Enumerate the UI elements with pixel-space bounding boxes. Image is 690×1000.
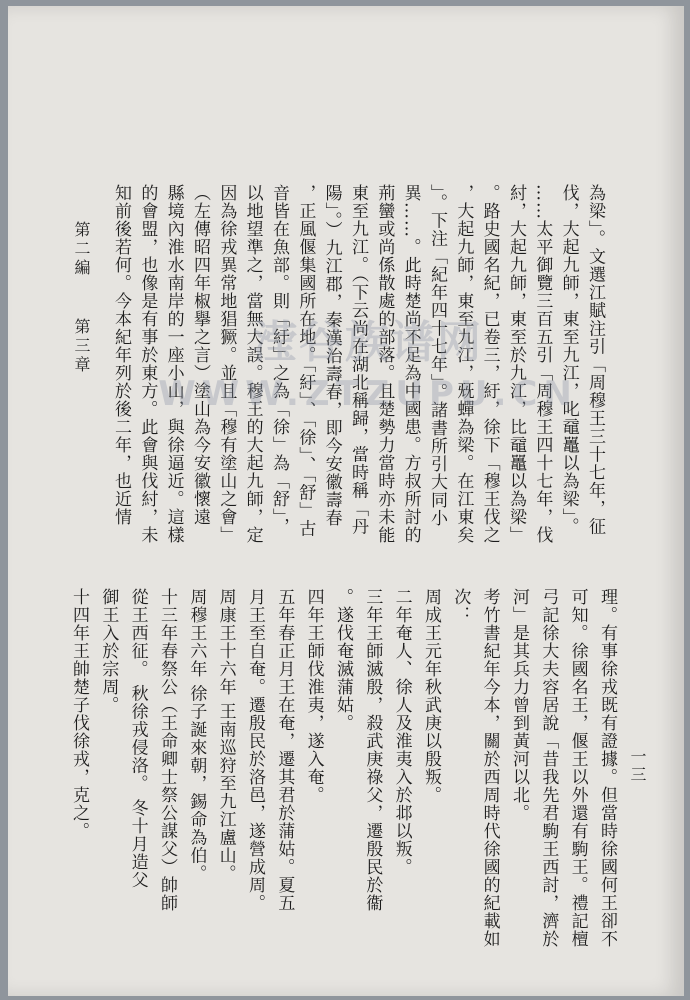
- text-column-8: 異……。此時楚尚不足為中國患。方叔所討的: [400, 184, 421, 544]
- chapter-header: 第三章: [72, 318, 91, 375]
- text-column-11: 陽」。）九江郡，秦漢治壽春，即今安徽壽春: [321, 184, 342, 527]
- text-column-lower-13: 月王至自奄。遷殷民於洛邑，遂營成周。: [245, 588, 265, 912]
- text-column-lower-19: 十四年王帥楚子伐徐戎，克之。: [69, 588, 89, 840]
- page-number: 一三: [628, 748, 647, 784]
- text-column-lower-11: 四年王師伐淮夷，遂入奄。: [303, 588, 324, 804]
- text-column-lower-5: 考竹書紀年今本，關於西周時代徐國的紀載如: [479, 588, 500, 948]
- text-column-lower-8: 二年奄人、徐人及淮夷入於邶以叛。: [391, 588, 412, 876]
- section-header: 第二編: [72, 221, 91, 278]
- text-column-lower-12: 五年春正月王在奄，遷其君於蒲姑。夏五: [274, 588, 295, 912]
- text-column-14: 以地望準之，當無大誤。穆王的大起九師，定: [242, 184, 263, 544]
- watermark-url: WWW.ZTZUPU.CN: [158, 374, 578, 414]
- text-column-5: 。路史國名紀，已卷三，紆，徐下「穆王伐之: [479, 184, 500, 544]
- text-column-10: 東至九江。（下云尚在湖北稱歸，當時稱「丹: [348, 184, 368, 536]
- watermark-text: 滢谷族谱网: [253, 317, 483, 368]
- text-column-19: 知前後若何。今本紀年列於後二年，也近情: [111, 184, 131, 526]
- text-column-7: 」。下注「紀年四十七年」。諸書所引大同小: [427, 184, 447, 527]
- text-column-lower-17: 從王西征。 秋徐戎侵洛。 冬十月造父: [127, 588, 148, 889]
- text-column-lower-10: 。遂伐奄滅蒲姑。: [333, 588, 353, 732]
- text-column-16: （左傳昭四年椒擧之言）塗山為今安徽懷遠: [190, 184, 210, 526]
- text-column-4: 紂，大起九師，東至於九江，比黿鼉以為梁」: [506, 184, 526, 544]
- text-column-lower-1: 理。有事徐戎既有證據。但當時徐國何王卻不: [597, 588, 617, 948]
- text-column-lower-16: 十三年春祭公（王命卿士祭公謀父）帥師: [157, 588, 177, 912]
- text-column-15: 因為徐戎異常地猖獗。並且「穆有塗山之會」: [216, 184, 237, 544]
- text-column-3: ……太平御覽三百五引「周穆王四十七年，伐: [532, 184, 553, 544]
- text-column-lower-18: 御王入於宗周。: [98, 588, 119, 714]
- text-column-lower-2: 可知。徐國名王，偃王以外還有駒王。禮記檀: [567, 588, 588, 948]
- text-column-lower-14: 周康王十六年 王南巡狩至九江盧山。: [215, 588, 236, 883]
- text-column-lower-4: 河」是其兵力曾到黃河以北。: [509, 588, 529, 822]
- text-column-13: 音皆在魚部。則「紆」之為「徐」為「舒」，: [269, 184, 289, 536]
- text-column-lower-15: 周穆王六年 徐子誕來朝，錫命為伯。: [186, 588, 207, 883]
- text-column-lower-6: 次：: [450, 588, 471, 624]
- text-column-9: 荊蠻或尚係散處的部落。且楚勢力當時亦未能: [374, 184, 395, 544]
- text-column-2: 伐，大起九師，東至九江，叱黿鼉以為梁」。: [558, 184, 579, 536]
- text-column-6: ，大起九師，東至九江，兓蟬為梁。在江東矣: [453, 184, 474, 544]
- text-column-17: 縣境內淮水南岸的一座小山，與徐逼近。這樣: [163, 184, 184, 544]
- text-column-lower-7: 周成王元年秋武庚以殷叛。: [421, 588, 441, 804]
- book-page: [8, 6, 684, 996]
- text-column-12: ，正風偃集國所在地。「紆」、「徐」、「舒」古: [295, 184, 316, 538]
- text-column-1: 為梁」。文選江賦注引「周穆王三十七年，征: [585, 184, 605, 536]
- text-column-lower-3: 弓記徐大夫容居說「昔我先君駒王西討，濟於: [538, 588, 559, 948]
- text-column-lower-9: 三年王師滅殷，殺武庚祿父，遷殷民於衞: [362, 588, 383, 912]
- text-column-18: 的會盟，也像是有事於東方。此會與伐紂，未: [137, 184, 158, 544]
